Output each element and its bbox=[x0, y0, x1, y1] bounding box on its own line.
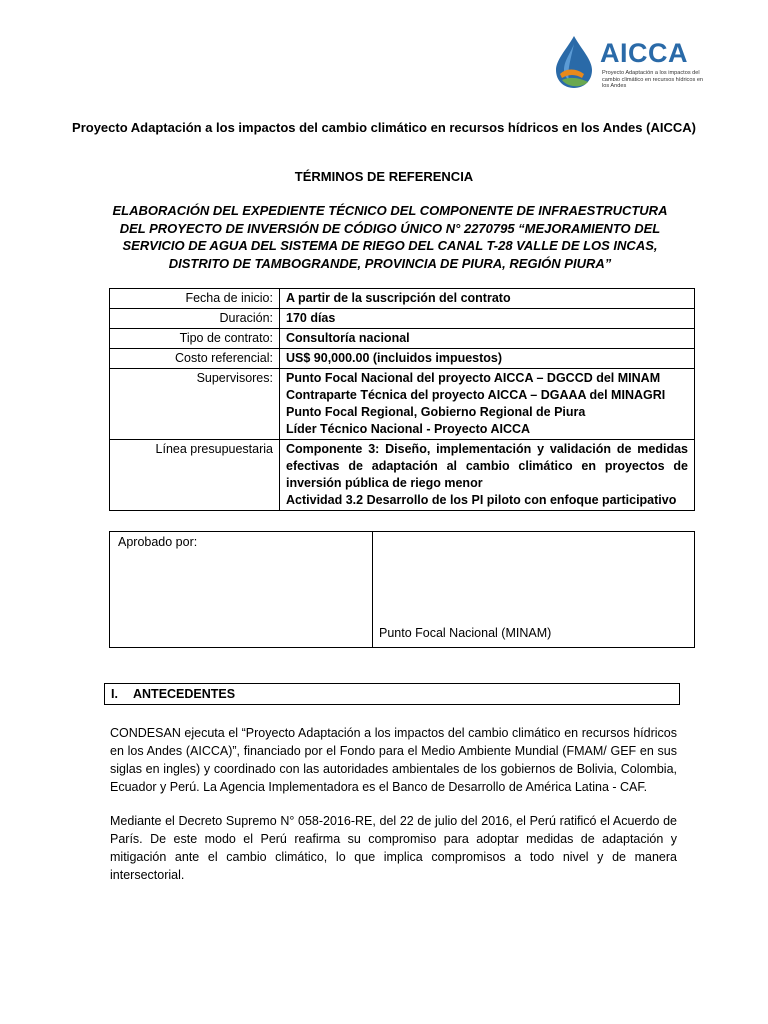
aicca-logo bbox=[550, 34, 710, 90]
info-table bbox=[109, 288, 695, 511]
table-row bbox=[110, 309, 695, 329]
project-title: Proyecto Adaptación a los impactos del cambio climático en recursos hídricos en los Andes (AICCA) bbox=[72, 120, 696, 135]
section-title: ANTECEDENTES bbox=[133, 687, 236, 701]
approval-signatory: Punto Focal Nacional (MINAM) bbox=[379, 626, 552, 640]
row-value: Consultoría nacional bbox=[280, 329, 695, 349]
table-row bbox=[110, 440, 695, 511]
paragraph: CONDESAN ejecuta el “Proyecto Adaptación a los impactos del cambio climático en recursos hídricos en los Andes (AICCA)”, financiado por el Fondo para el Medio Ambiente Mundial (FMAM/ GEF en sus siglas en ingles) y coordinado con las autoridades ambientales de los gobiernos de Bolivia, Colombia, Ecuador y Perú. La Agencia Implementadora es el Banco de Desarrollo de América Latina - CAF. bbox=[110, 726, 677, 794]
row-value: 170 días bbox=[280, 309, 695, 329]
approval-box bbox=[109, 531, 695, 648]
table-row bbox=[110, 369, 695, 440]
row-label: Línea presupuestaria bbox=[110, 440, 280, 511]
paragraph: Mediante el Decreto Supremo N° 058-2016-RE, del 22 de julio del 2016, el Perú ratificó el Acuerdo de París. De este modo el Perú reafirma su compromiso para adoptar medidas de adaptación y mitigación ante el cambio climático, lo que implica compromisos a todo nivel y de manera intersectorial. bbox=[110, 814, 677, 882]
row-value: A partir de la suscripción del contrato bbox=[280, 289, 695, 309]
logo-tagline: Proyecto Adaptación a los impactos del cambio climático en recursos hídricos en los Andes bbox=[602, 70, 704, 89]
row-value: US$ 90,000.00 (incluidos impuestos) bbox=[280, 349, 695, 369]
row-value: Punto Focal Nacional del proyecto AICCA – DGCCD del MINAM Contraparte Técnica del proyecto AICCA – DGAAA del MINAGRI Punto Focal Regional, Gobierno Regional de Piura Líder Técnico Nacional - Proyecto AICCA bbox=[280, 369, 695, 440]
logo-text: AICCA bbox=[600, 38, 688, 68]
subject-title: ELABORACIÓN DEL EXPEDIENTE TÉCNICO DEL COMPONENTE DE INFRAESTRUCTURA DEL PROYECTO DE INVERSIÓN DE CÓDIGO ÚNICO N° 2270795 “MEJORAMIENTO DEL SERVICIO DE AGUA DEL SISTEMA DE RIEGO DEL CANAL T-28 VALLE DE LOS INCAS, DISTRITO DE TAMBOGRANDE, PROVINCIA DE PIURA, REGIÓN PIURA” bbox=[112, 203, 668, 271]
row-label: Tipo de contrato: bbox=[110, 329, 280, 349]
approval-label: Aprobado por: bbox=[118, 535, 198, 549]
water-drop-icon bbox=[550, 34, 600, 90]
table-row bbox=[110, 349, 695, 369]
row-label: Costo referencial: bbox=[110, 349, 280, 369]
section-number: I. bbox=[111, 687, 118, 701]
table-row bbox=[110, 289, 695, 309]
approval-divider bbox=[372, 532, 373, 647]
table-row bbox=[110, 329, 695, 349]
row-label: Duración: bbox=[110, 309, 280, 329]
row-value: Componente 3: Diseño, implementación y validación de medidas efectivas de adaptación al cambio climático en proyectos de inversión pública de riego menor Actividad 3.2 Desarrollo de los PI piloto con enfoque participativo bbox=[280, 440, 695, 511]
row-label: Fecha de inicio: bbox=[110, 289, 280, 309]
tdr-title: TÉRMINOS DE REFERENCIA bbox=[294, 169, 474, 184]
row-label: Supervisores: bbox=[110, 369, 280, 440]
section-heading-antecedentes bbox=[104, 683, 680, 705]
